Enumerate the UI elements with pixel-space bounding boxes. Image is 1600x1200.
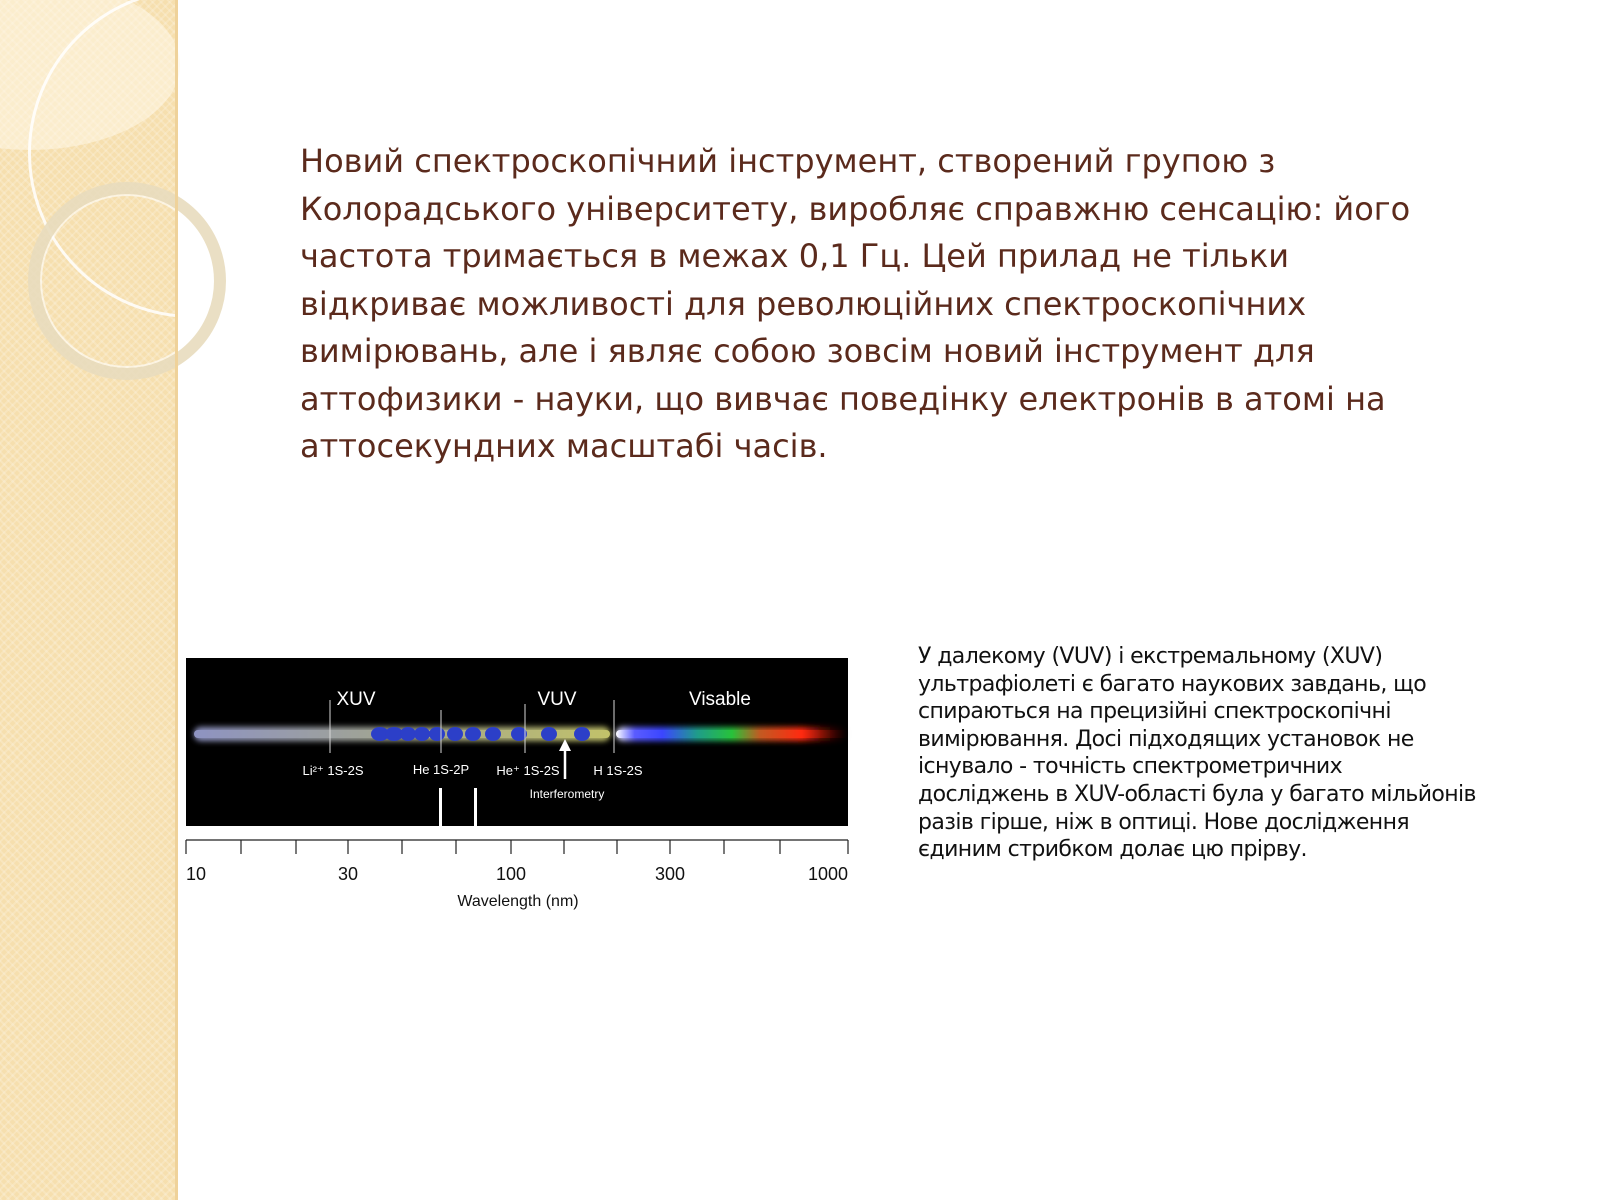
spectrum-panel [186, 658, 848, 826]
comb-spot [465, 727, 481, 741]
comb-spot [429, 727, 445, 741]
decorative-ring-small [28, 182, 226, 380]
spectrum-diagram [180, 648, 860, 918]
axis-tick-label: 10 [186, 864, 207, 884]
axis-tick-label: 300 [654, 864, 686, 884]
comb-spot [574, 727, 590, 741]
he-marker [439, 788, 442, 838]
axis-tick-label: 30 [337, 864, 359, 884]
left-decorative-band [0, 0, 178, 1200]
visible-label: Visable [689, 689, 751, 710]
comb-spot [447, 727, 463, 741]
axis-tick-label: 1000 [807, 864, 848, 884]
axis-tick-label: 100 [495, 864, 527, 884]
comb-spot [541, 727, 557, 741]
comb-spot [414, 727, 430, 741]
wavelength-axis [186, 840, 848, 854]
spectrum-figure [180, 648, 860, 918]
vuv-label: VUV [537, 689, 577, 710]
side-paragraph: У далекому (VUV) і екстремальному (XUV) ультрафіолеті є багато наукових завдань, що спираються на прецизійні спектроскопічні вимірювання. Досі підходящих установок не існувало - точність спектрометричних досліджень в XUV-області була у багато мільйонів разів гірше, ніж в оптиці. Нове дослідження єдиним стрибком долає цю прірву. [918, 644, 1476, 863]
he-marker-2 [474, 788, 477, 838]
he-ion-transition-label: He⁺ 1S-2S [496, 763, 560, 778]
li-transition-label: Li²⁺ 1S-2S [302, 763, 364, 778]
band-edge [175, 0, 178, 1200]
axis-title: Wavelength (nm) [457, 893, 579, 910]
main-paragraph: Новий спектроскопічний інструмент, створений групою з Колорадського університету, виробляє справжню сенсацію: його частота тримається в межах 0,1 Гц. Цей прилад не тільки відкриває можливості для революційних спектроскопічних вимірювань, але і являє собою зовсім новий інструмент для аттофизики - науки, що вивчає поведінку електронів в атомі на аттосекундних масштабі часів. [300, 142, 1411, 465]
visible-spectrum-band [616, 730, 848, 738]
interferometry-label: Interferometry [529, 787, 605, 801]
comb-spot [485, 727, 501, 741]
he-transition-label: He 1S-2P [412, 762, 470, 777]
comb-spot [400, 727, 416, 741]
xuv-label: XUV [336, 689, 376, 710]
h-transition-label: H 1S-2S [593, 763, 643, 778]
